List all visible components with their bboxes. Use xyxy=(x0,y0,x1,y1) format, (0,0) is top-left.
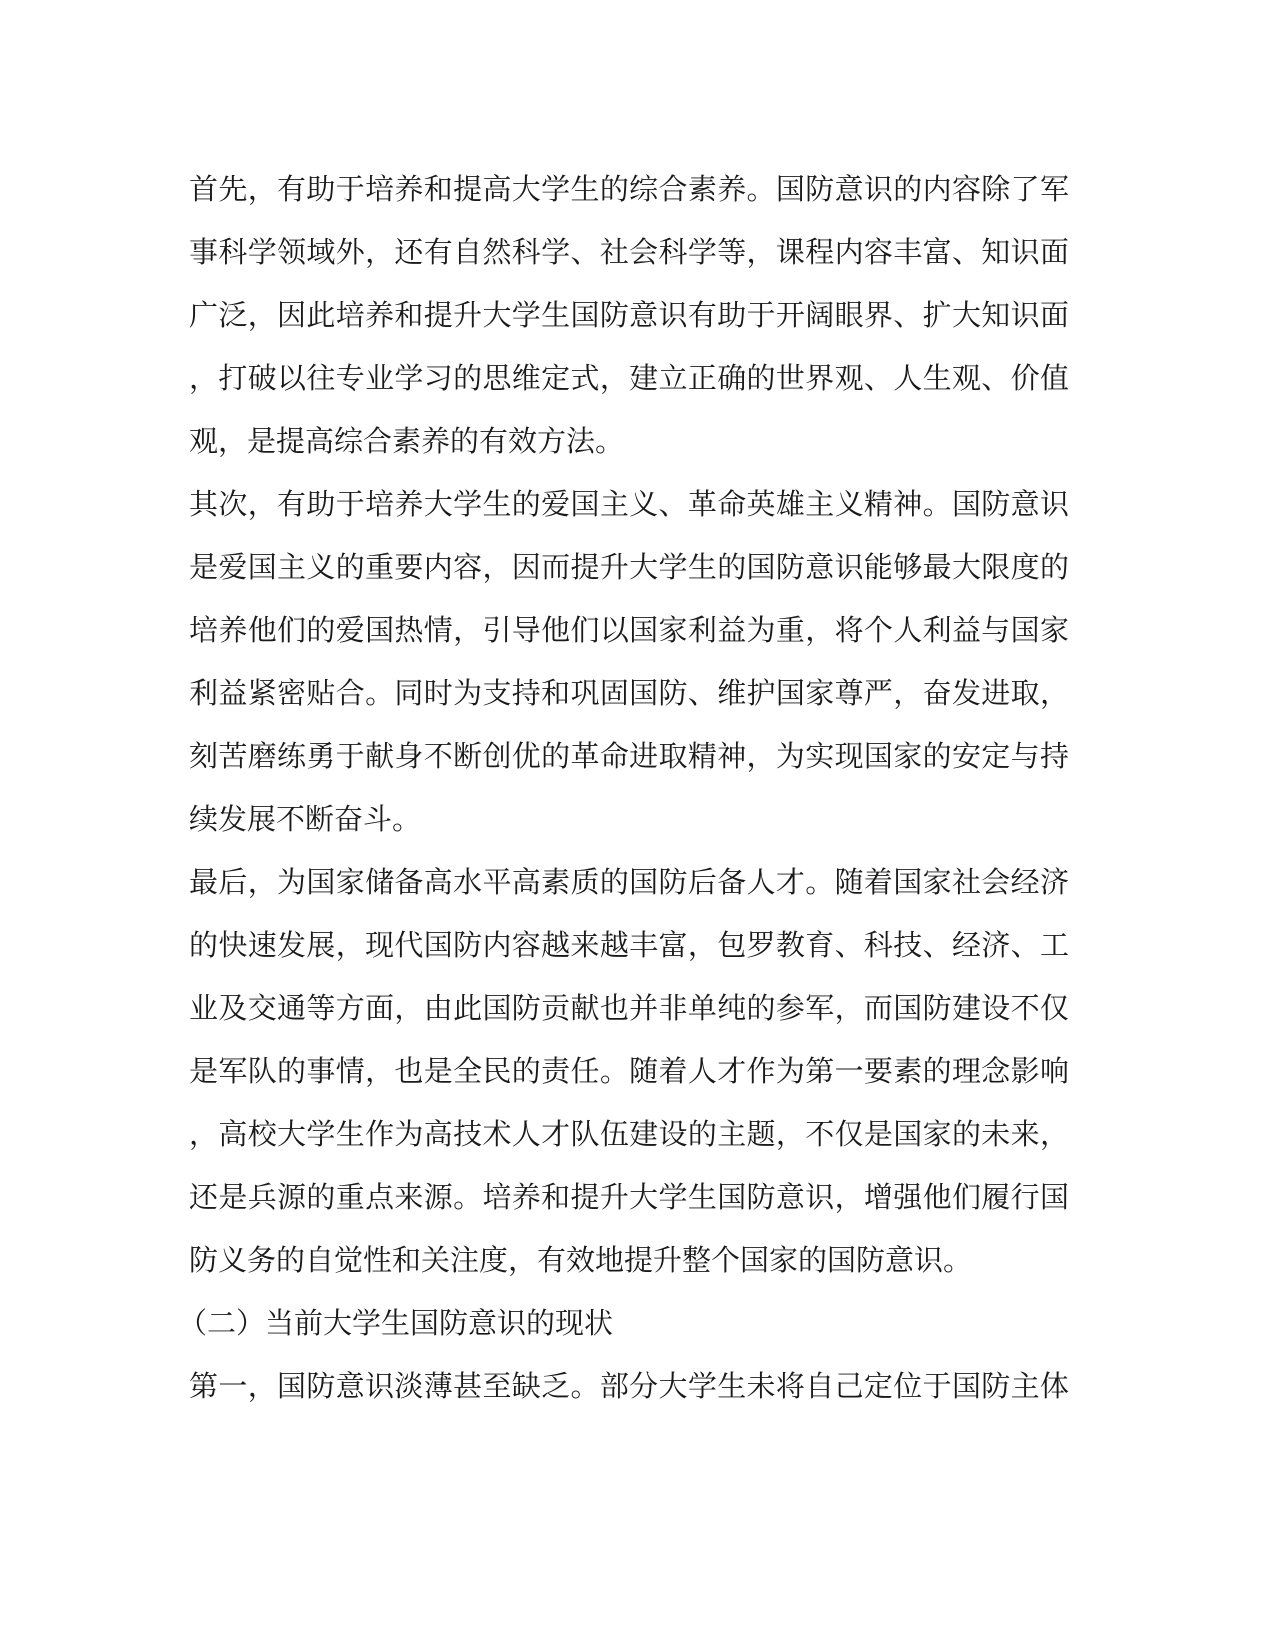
text-line: 培养他们的爱国热情，引导他们以国家利益为重，将个人利益与国家 xyxy=(189,613,1069,647)
text-line: 第一，国防意识淡薄甚至缺乏。部分大学生未将自己定位于国防主体 xyxy=(189,1369,1069,1403)
text-line: 最后，为国家储备高水平高素质的国防后备人才。随着国家社会经济 xyxy=(189,865,1069,899)
text-line: 防义务的自觉性和关注度，有效地提升整个国家的国防意识。 xyxy=(189,1243,973,1277)
text-line: ，打破以往专业学习的思维定式，建立正确的世界观、人生观、价值 xyxy=(189,361,1069,395)
text-line: 是军队的事情，也是全民的责任。随着人才作为第一要素的理念影响 xyxy=(189,1054,1069,1088)
text-line: 利益紧密贴合。同时为支持和巩固国防、维护国家尊严，奋发进取， xyxy=(189,676,1069,710)
text-line: 首先，有助于培养和提高大学生的综合素养。国防意识的内容除了军 xyxy=(189,172,1069,206)
text-line: 续发展不断奋斗。 xyxy=(189,802,422,836)
text-line: ，高校大学生作为高技术人才队伍建设的主题，不仅是国家的未来， xyxy=(189,1117,1069,1151)
text-line: 观，是提高综合素养的有效方法。 xyxy=(189,424,625,458)
text-line: 是爱国主义的重要内容，因而提升大学生的国防意识能够最大限度的 xyxy=(189,550,1069,584)
text-line: 其次，有助于培养大学生的爱国主义、革命英雄主义精神。国防意识 xyxy=(189,487,1069,521)
text-line: 的快速发展，现代国防内容越来越丰富，包罗教育、科技、经济、工 xyxy=(189,928,1069,962)
text-line: 刻苦磨练勇于献身不断创优的革命进取精神，为实现国家的安定与持 xyxy=(189,739,1069,773)
text-line: 业及交通等方面，由此国防贡献也并非单纯的参军，而国防建设不仅 xyxy=(189,991,1069,1025)
text-line: 还是兵源的重点来源。培养和提升大学生国防意识，增强他们履行国 xyxy=(189,1180,1069,1214)
body-text xyxy=(178,158,1069,1418)
text-line: 广泛，因此培养和提升大学生国防意识有助于开阔眼界、扩大知识面 xyxy=(189,298,1069,332)
text-line: 事科学领域外，还有自然科学、社会科学等，课程内容丰富、知识面 xyxy=(189,235,1069,269)
section-heading: （二）当前大学生国防意识的现状 xyxy=(178,1306,614,1340)
